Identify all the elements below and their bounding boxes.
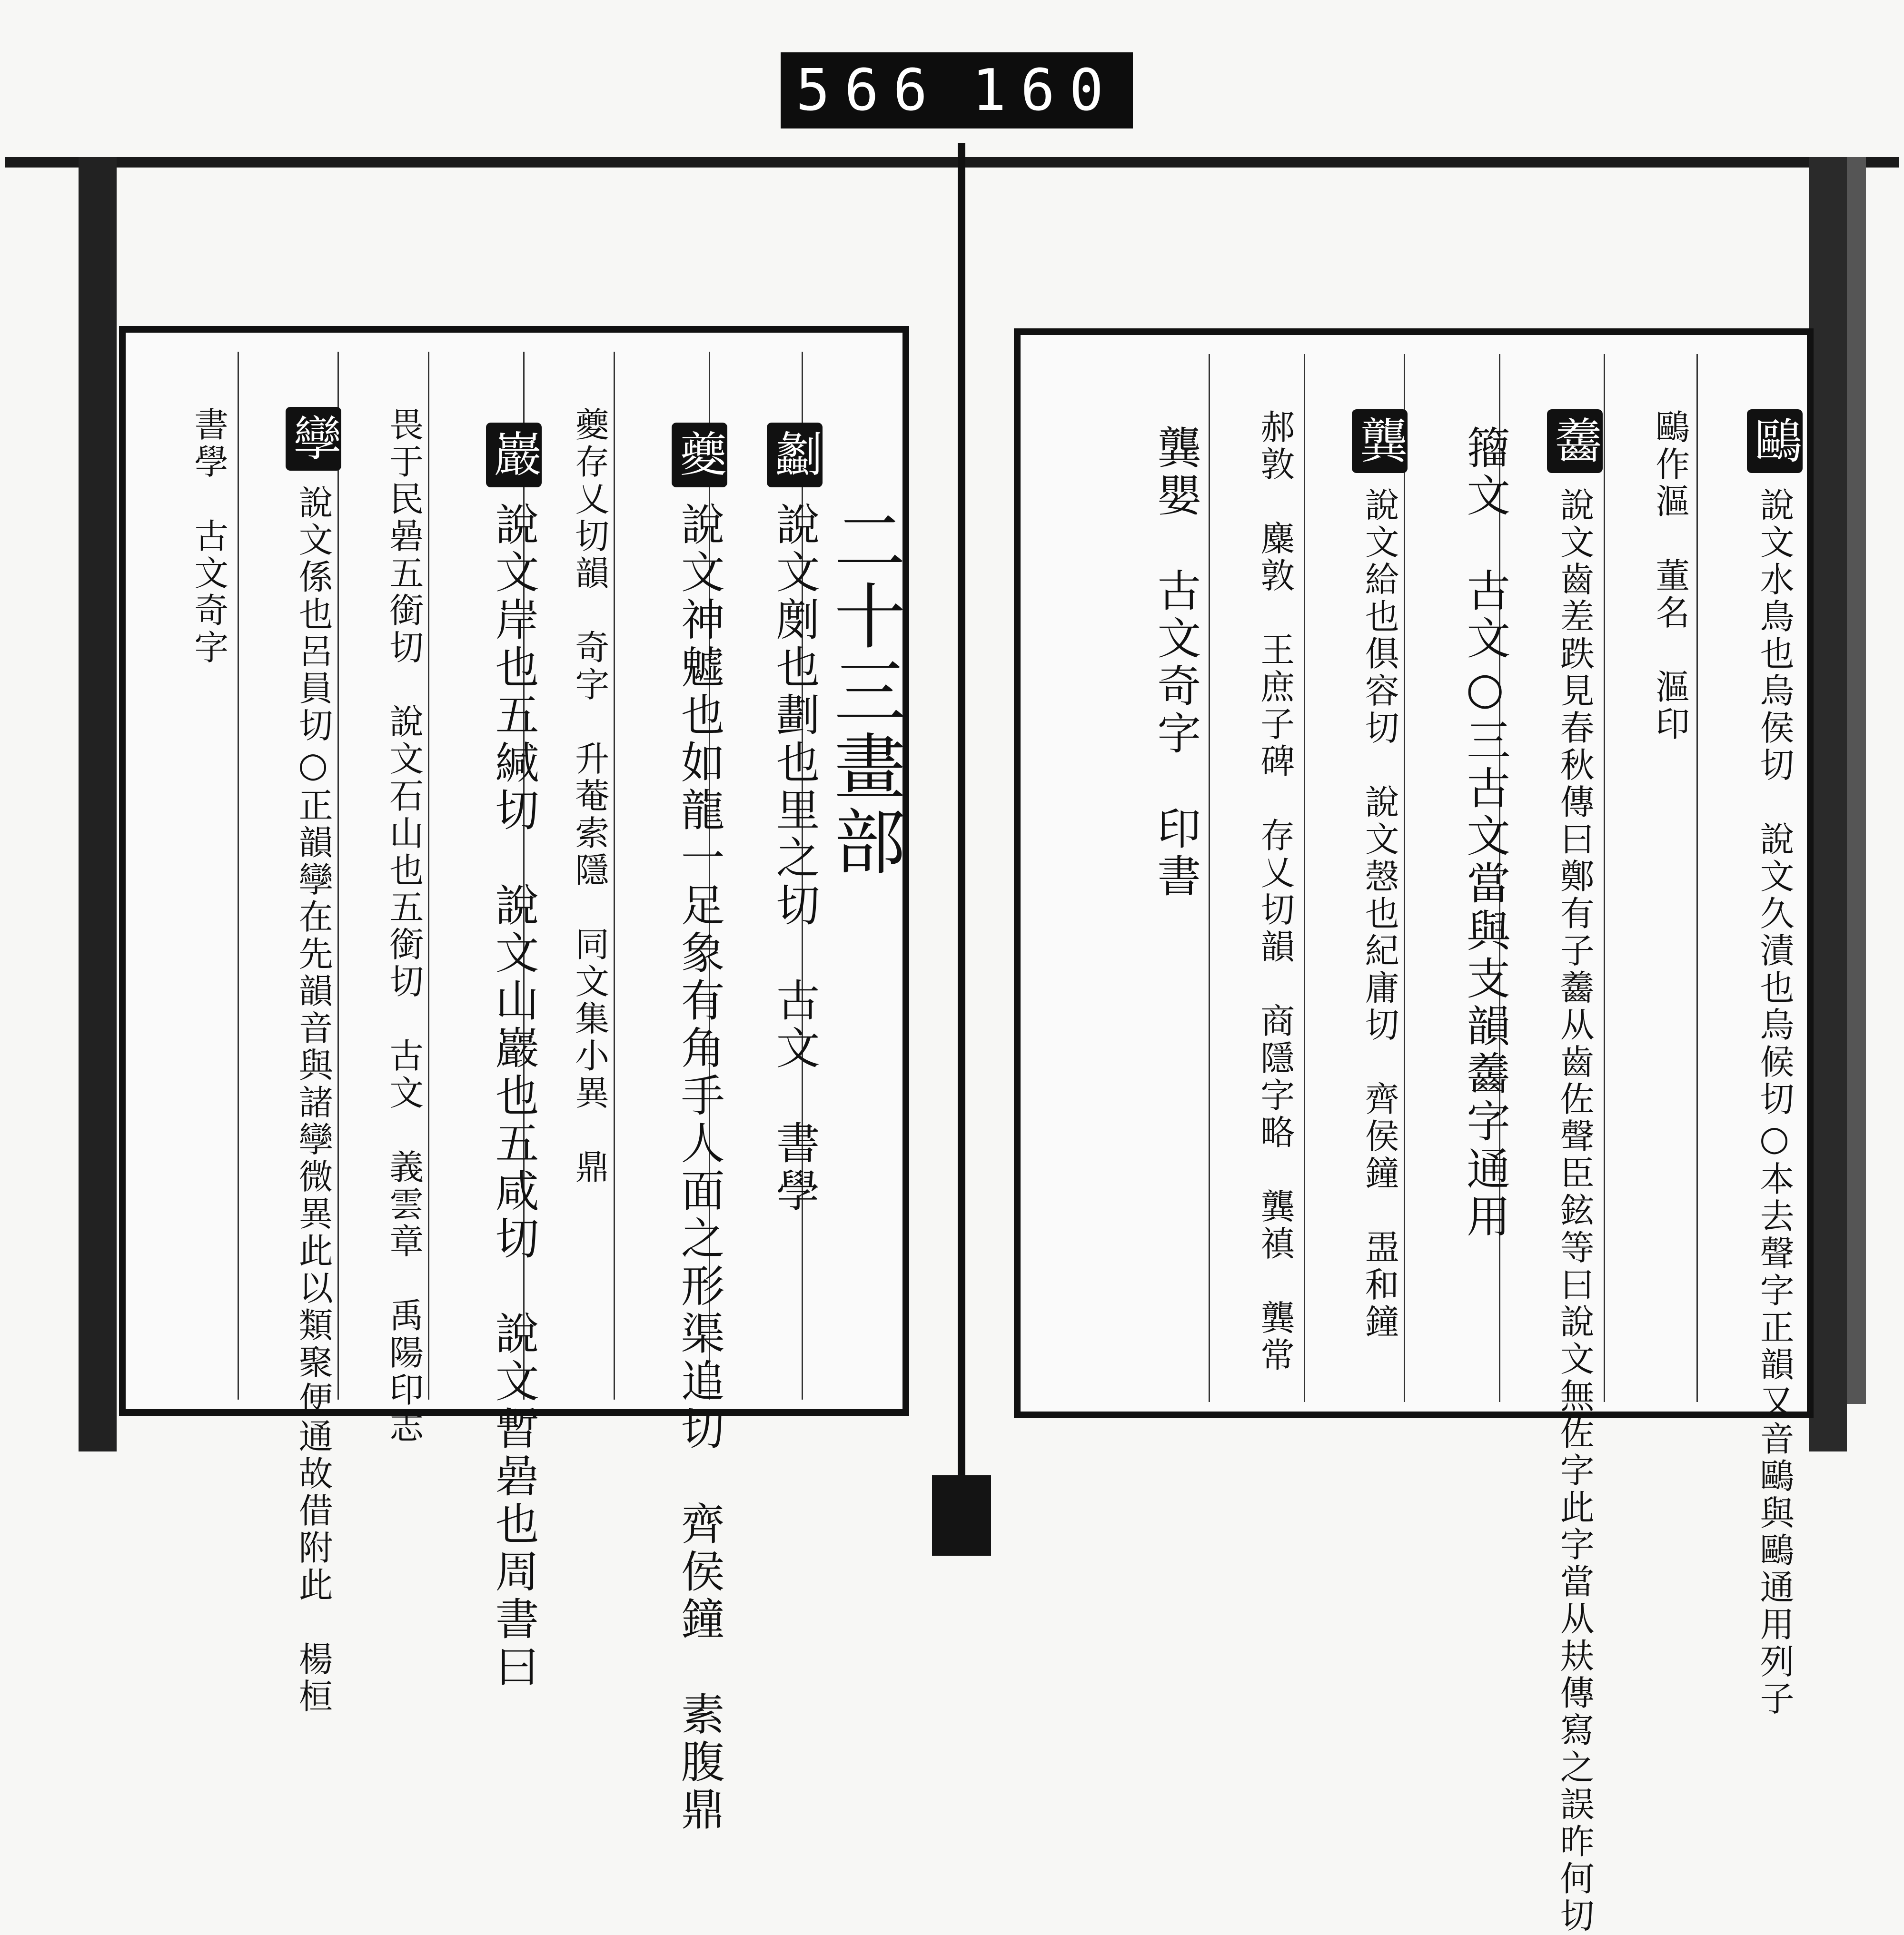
entry-text: 說文給也俱容切 說文愨也紀庸切 齊侯鐘 盄和鐘 xyxy=(1359,487,1399,1341)
spine-foot xyxy=(932,1475,991,1556)
right-page-edge-outer xyxy=(1847,157,1866,1404)
entry-column xyxy=(1106,354,1244,901)
microfilm-counter xyxy=(781,52,1133,128)
entry-text: 鷗作漚 董名 漚印 xyxy=(1650,409,1690,743)
counter-left: 566 xyxy=(795,57,942,124)
entry-column xyxy=(440,352,587,1691)
entry-head-char: 鷗 xyxy=(1747,409,1803,473)
entry-text: 說文係也呂員切○正韻孿在先韻音與諸孿微異此以類聚便通故借附此 楊桓 xyxy=(293,484,333,1716)
entry-head-char: 巖 xyxy=(486,423,542,487)
entry-head-char: 夔 xyxy=(672,423,727,487)
section-title: 二十三畫部 xyxy=(822,504,905,880)
entry-text: 書學 古文奇字 xyxy=(188,406,229,667)
left-page-edge xyxy=(79,157,117,1451)
entry-head-char: 劙 xyxy=(767,423,823,487)
entry-head-char: 齹 xyxy=(1547,409,1603,473)
binding-rail xyxy=(5,157,1899,168)
right-page xyxy=(1014,328,1814,1935)
entry-text: 夔存乂切韻 奇字 升菴索隱 同文集小異 鼎 xyxy=(569,406,610,1186)
entry-head-char: 龔 xyxy=(1352,409,1408,473)
entry-text: 說文岸也五緘切 說文山巖也五咸切 說文暫碞也周書曰 xyxy=(488,501,539,1691)
entry-column xyxy=(154,352,262,667)
counter-right: 160 xyxy=(972,57,1118,124)
entry-text: 說文齒差跌見春秋傳曰鄭有子齹从齒佐聲臣鉉等曰說文無佐字此字當从㚘傳寫之誤昨何切 xyxy=(1554,487,1595,1935)
entry-text: 龔嬰 古文奇字 印書 xyxy=(1150,425,1201,901)
entry-text: 說文神魖也如龍一足象有角手人面之形渠追切 齊侯鐘 素腹鼎 xyxy=(674,501,725,1834)
entry-column xyxy=(1711,354,1838,1718)
entry-text: 說文剫也劃也里之切 古文 書學 xyxy=(769,501,820,1215)
book-spine xyxy=(958,143,965,1480)
entry-text: 畏于民碞五銜切 說文石山也五銜切 古文 義雲章 禹陽印志 xyxy=(384,406,424,1446)
entry-text: 郝敦 麋敦 王庶子碑 存乂切韻 商隱字略 龔禛 龔常 xyxy=(1255,409,1295,1374)
entry-column xyxy=(625,352,773,1834)
entry-column xyxy=(1316,354,1443,1341)
left-page xyxy=(119,326,909,1834)
entry-text: 籀文 古文○三古文當與支韻齹字通用 xyxy=(1459,425,1511,1241)
entry-text: 說文水鳥也烏侯切 說文久漬也烏候切○本去聲字正韻又音鷗與鷗通用列子 xyxy=(1754,487,1795,1718)
entry-column xyxy=(249,352,377,1716)
entry-head-char: 孿 xyxy=(286,407,341,471)
